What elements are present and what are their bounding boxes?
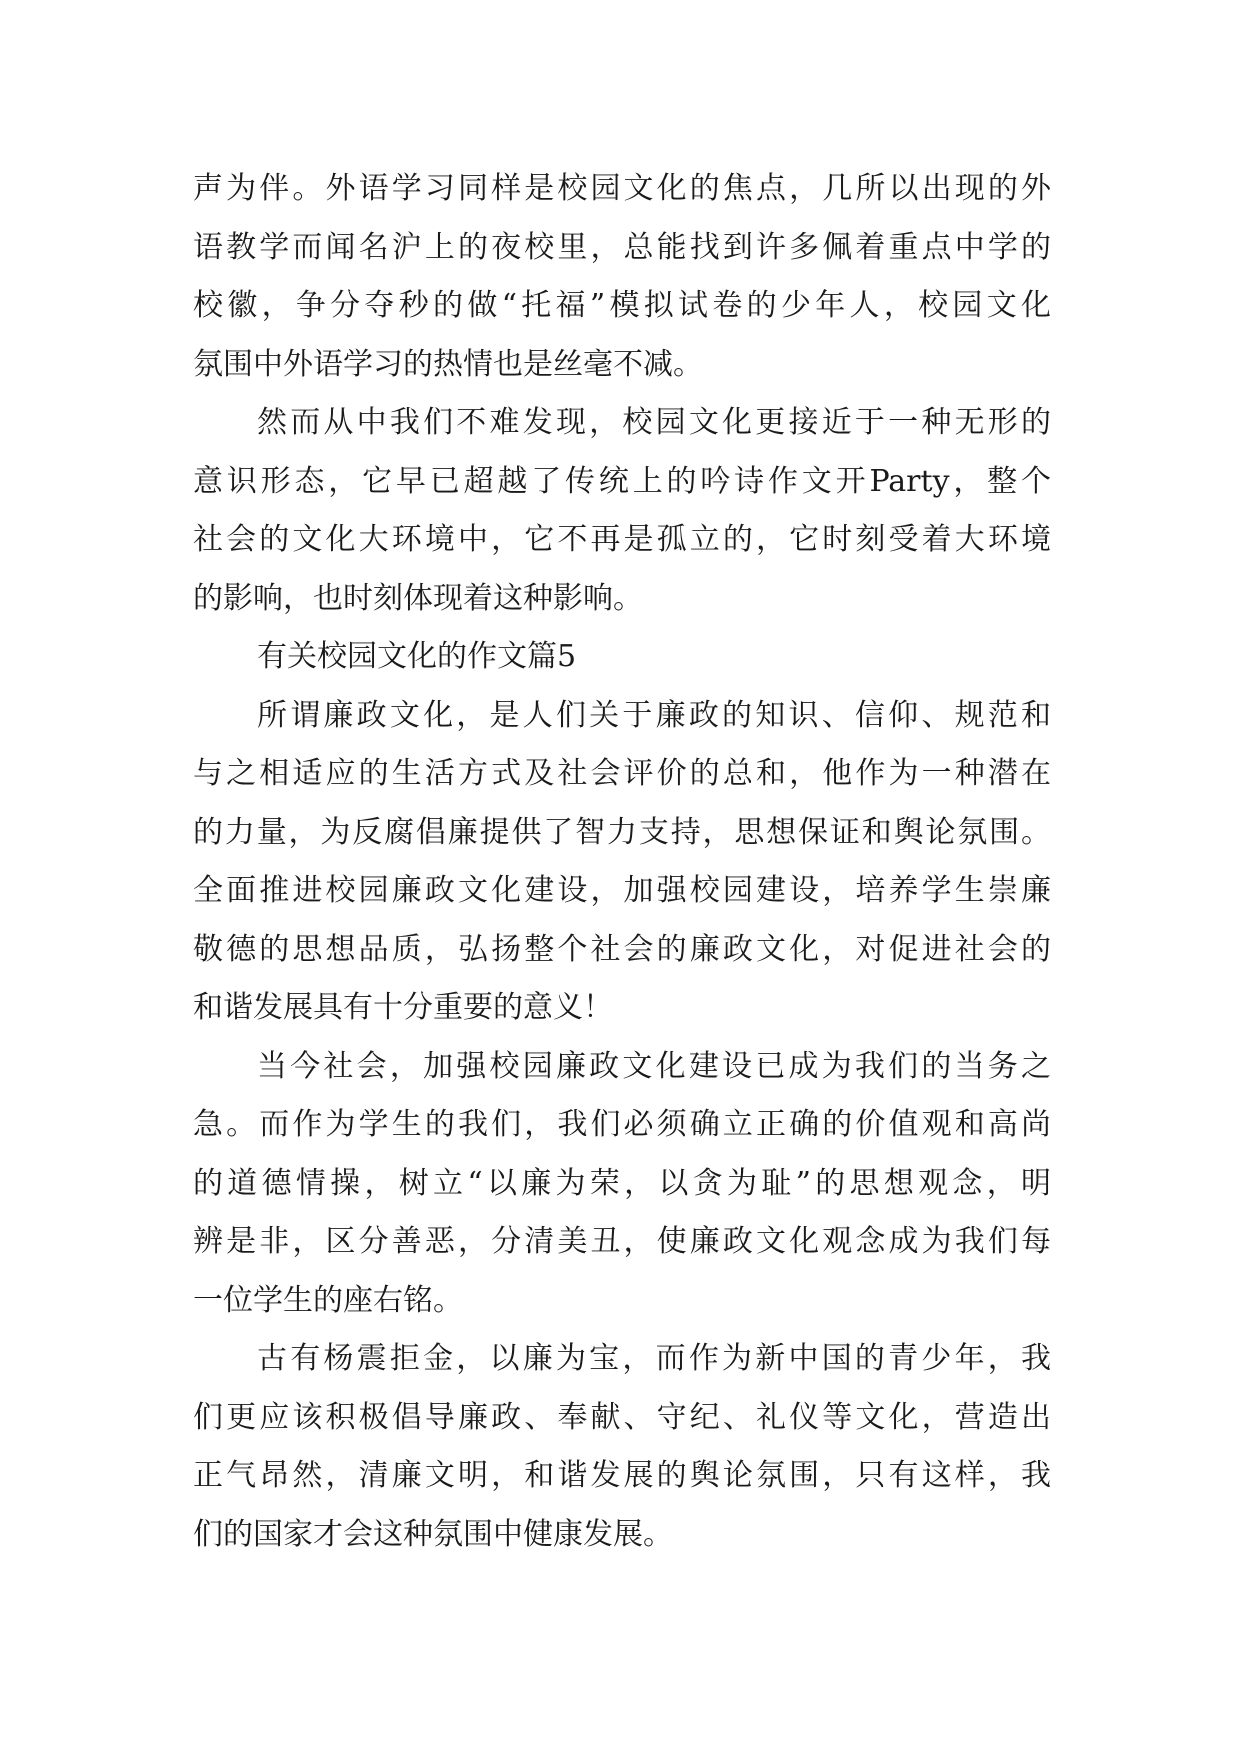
text-line: 们的国家才会这种氛围中健康发展。 xyxy=(193,1516,673,1552)
text-line: 的影响，也时刻体现着这种影响。 xyxy=(193,580,643,616)
document-page xyxy=(193,160,1051,1564)
text-line: 和谐发展具有十分重要的意义！ xyxy=(193,990,613,1025)
paragraph-first-line: 然而从中我们不难发现，校园文化更接近于一种无形的 xyxy=(257,405,1051,440)
text-line: 急。而作为学生的我们，我们必须确立正确的价值观和高尚 xyxy=(193,1107,1051,1142)
text-line: 意识形态，它早已超越了传统上的吟诗作文开Party，整个 xyxy=(193,463,1051,499)
text-line: 的力量，为反腐倡廉提供了智力支持，思想保证和舆论氛围。 xyxy=(193,814,1051,850)
paragraph-first-line: 古有杨震拒金，以廉为宝，而作为新中国的青少年，我 xyxy=(257,1341,1051,1376)
text-line: 声为伴。外语学习同样是校园文化的焦点，几所以出现的外 xyxy=(193,171,1051,206)
text-line: 敬德的思想品质，弘扬整个社会的廉政文化，对促进社会的 xyxy=(193,931,1051,967)
section-heading: 有关校园文化的作文篇5 xyxy=(257,639,577,674)
text-line: 正气昂然，清廉文明，和谐发展的舆论氛围，只有这样，我 xyxy=(193,1458,1051,1493)
text-line: 氛围中外语学习的热情也是丝毫不减。 xyxy=(193,346,703,382)
text-line: 校徽，争分夺秒的做“托福”模拟试卷的少年人，校园文化 xyxy=(193,288,1051,323)
text-line: 们更应该积极倡导廉政、奉献、守纪、礼仪等文化，营造出 xyxy=(193,1399,1051,1435)
text-line: 与之相适应的生活方式及社会评价的总和，他作为一种潜在 xyxy=(193,756,1051,791)
text-line: 辨是非，区分善恶，分清美丑，使廉政文化观念成为我们每 xyxy=(193,1224,1051,1259)
paragraph-first-line: 当今社会，加强校园廉政文化建设已成为我们的当务之 xyxy=(257,1048,1051,1084)
text-line: 社会的文化大环境中，它不再是孤立的，它时刻受着大环境 xyxy=(193,522,1051,557)
text-line: 一位学生的座右铭。 xyxy=(193,1282,463,1318)
paragraph-first-line: 所谓廉政文化，是人们关于廉政的知识、信仰、规范和 xyxy=(257,697,1051,733)
text-line: 的道德情操，树立“以廉为荣，以贪为耻”的思想观念，明 xyxy=(193,1165,1051,1201)
text-line: 全面推进校园廉政文化建设，加强校园建设，培养学生崇廉 xyxy=(193,873,1051,908)
text-line: 语教学而闻名沪上的夜校里，总能找到许多佩着重点中学的 xyxy=(193,229,1051,265)
